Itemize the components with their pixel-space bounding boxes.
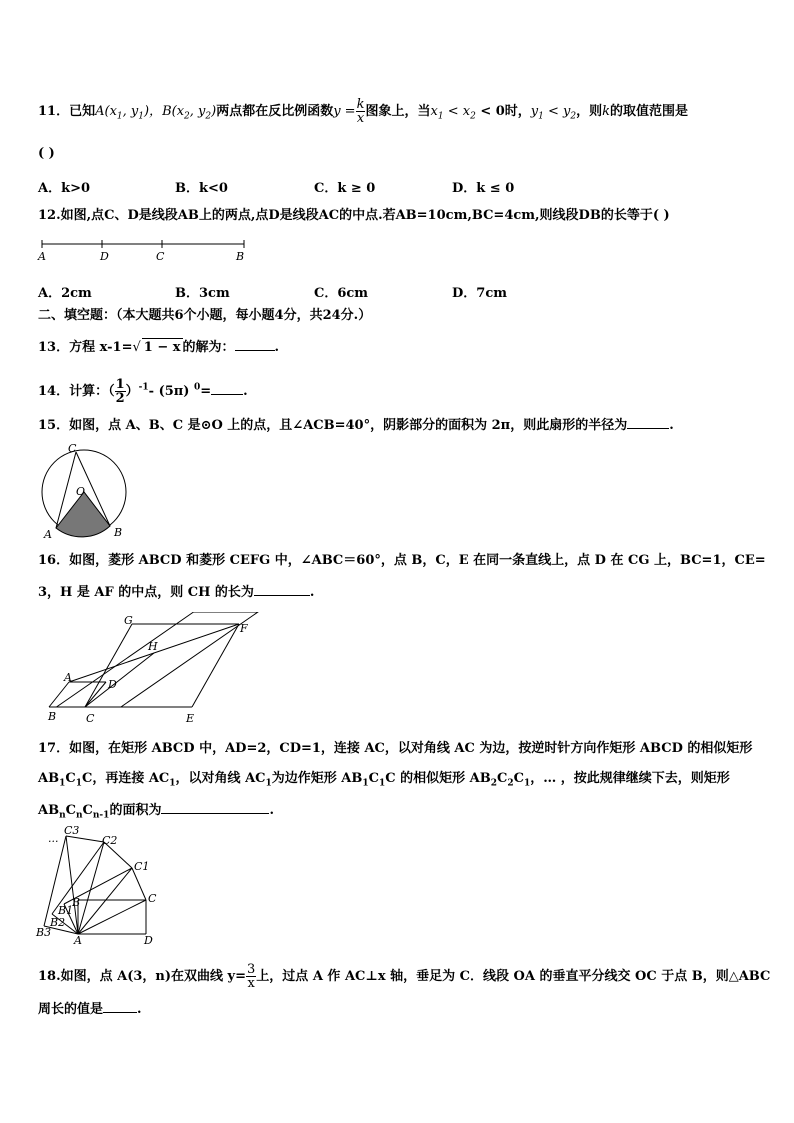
q17-line-2: $AB_1C_1C$，再连接 $AC_1$，以对角线 $AC_1$为边作矩形 $AB_1C_1C$ 的相似矩形 $AB_2C_2C_1$，… ，按此规律继续下去，则矩形 [38,771,730,789]
q17-l2e: 为边作矩形 AB [271,771,363,786]
q17-label-b1: B1 [58,904,74,917]
q17-line-1: 17．如图，在矩形 ABCD 中，AD=2，CD=1，连接 AC，以对角线 AC 为边，按逆时针方向作矩形 ABCD 的相似矩形 [38,741,753,756]
q17-label-c3: C3 [64,824,80,837]
q17-end: . [269,803,274,818]
q18-line-2-text: 周长的值是 [38,1002,104,1017]
q16-end: . [309,585,315,600]
q18-fraction-num: 3 [247,962,256,977]
q14-eq: = [200,384,212,399]
q11-point-a-y: , y [122,104,139,119]
q11-fraction [356,98,366,125]
q14-line [38,378,248,405]
q17-label-c: C [148,892,157,905]
q13-end: . [274,340,280,355]
q16-label-g: G [124,614,133,627]
q11-point-b-end: ) [211,104,217,119]
q16-label-a: A [64,671,72,684]
q11-cond-x: x [430,104,438,119]
q11-fraction-num: k [356,97,365,112]
q11-paren: ( ) [38,146,55,161]
q18-fraction-den: x [247,976,255,991]
q15-end: . [669,418,674,433]
q18-line-2 [38,1000,142,1019]
q17-l2g: C 的相似矩形 AB [385,771,491,786]
q16-label-c: C [86,712,95,725]
q11-option-a: A．k>0 [38,181,91,196]
q12-label-b: B [236,250,245,263]
q11-line: 11．已知$A(x_1$, $y_1$)，$B(x_2$, $y_2$)两点都在反比例函数y = $\frac{k}{x}$ 图象上，当$x_1 < x_2 < 0$时，$y_1 < y_2$，则k的取值范围是 [38,97,689,126]
q17-label-c2: C2 [102,834,118,847]
q17-label-b2: B2 [50,916,66,929]
q17-l3b: C [65,803,76,818]
q14-fraction [115,378,126,405]
q11-cond-text: < 0时， [475,104,531,119]
q11-point-a-end: )， [143,104,163,119]
q16-line-2 [38,583,314,602]
q14-pre: 14．计算：（ [38,384,115,399]
q16-label-e: E [186,712,195,725]
q15-label-c: C [68,442,77,455]
q18-end: . [137,1002,142,1017]
q11-point-b: B(x [162,104,185,119]
q11-function-y: y = [333,104,356,119]
q17-l2c: C，再连接 AC [81,771,170,786]
q16-line-2-text: 3，H 是 AF 的中点，则 CH 的长为 [38,585,254,600]
q17-l2f: C [368,771,380,786]
q17-label-c1: C1 [134,860,150,873]
q17-label-ellipsis: ... [48,832,59,845]
q11-text-3: 图象上，当 [365,104,431,119]
q12-label-c: C [156,250,165,263]
q11-option-d: D．k ≤ 0 [452,181,515,196]
q16-rhombus-figure [44,612,264,726]
q11-text-4: ，则 [576,104,603,119]
q11-k-var: k [602,104,611,119]
q14-exp2: 0 [193,382,201,393]
section-2-heading: 二、填空题：（本大题共6个小题，每小题4分，共24分.） [38,308,372,323]
q17-l2i: C [513,771,525,786]
q12-segment-figure [34,236,254,266]
q17-blank [161,801,269,814]
q16-line-1: 16．如图，菱形 ABCD 和菱形 CEFG 中，∠ABC＝60°，点 B，C，E 在同一条直线上，点 D 在 CG 上，BC=1，CE= [38,553,766,568]
q14-mid: - (5π) [148,384,194,399]
q17-l3c: C [82,803,93,818]
q16-blank [254,583,310,596]
q12-option-b: B．3cm [175,286,230,301]
q12-text: 12.如图,点C、D是线段AB上的两点,点D是线段AC的中点.若AB=10cm,BC=4cm,则线段DB的长等于( ) [38,208,670,223]
q18-pre: 18.如图，点 A(3，n)在双曲线 y= [38,969,247,984]
q17-l2j: ，… ，按此规律继续下去，则矩形 [530,771,730,786]
q12-option-d: D．7cm [452,286,507,301]
q14-exp1: -1 [138,382,149,393]
q11-point-b-y: , y [189,104,206,119]
q18-post: 上，过点 A 作 AC⊥x 轴，垂足为 C．线段 OA 的垂直平分线交 OC 于点 B，则△ABC [256,969,771,984]
q17-line-3: $AB_nC_nC_{n-1}$的面积为 . [38,803,274,821]
q14-post: ） [125,384,139,399]
q15-label-a: A [44,528,52,541]
q17-label-a: A [74,934,82,947]
q15-text: 15．如图，点 A、B、C 是⊙O 上的点，且∠ACB=40°，阴影部分的面积为 2π，则此扇形的半径为 [38,418,628,433]
q17-l3d: 的面积为 [109,803,162,818]
q11-cond-x2: < x [443,104,471,119]
q12-label-d: D [100,250,109,263]
q15-blank [627,416,669,429]
q17-l2d: ，以对角线 AC [175,771,266,786]
q17-rectangles-figure [34,822,164,948]
q12-label-a: A [38,250,46,263]
q17-l2b: C [65,771,76,786]
q14-fraction-num: 1 [115,377,125,392]
q11-text-2: 两点都在反比例函数 [216,104,334,119]
q14-fraction-den: 2 [115,391,125,406]
q14-end: . [243,384,248,399]
q16-label-f: F [240,622,248,635]
q17-l2h: C [497,771,508,786]
q16-label-h: H [148,640,158,653]
q11-number: 11． [38,104,70,119]
q13-pre: 13．方程 x-1= [38,340,133,355]
q15-circle-figure [36,438,136,544]
q18-fraction [246,963,256,990]
q15-label-o: O [76,485,86,498]
q14-blank [211,382,243,395]
q17-l3a: AB [38,803,60,818]
q11-text-5: 的取值范围是 [610,104,689,119]
q13-radicand: 1 − x [143,340,181,355]
q11-text-1: 已知 [69,104,96,119]
q12-option-a: A．2cm [38,286,92,301]
q11-cond-y: y [530,104,539,119]
q18-blank [103,1000,137,1013]
q11-cond-y2: < y [543,104,571,119]
q15-line [38,416,674,435]
q17-label-b: B [72,896,81,909]
q16-label-d: D [108,678,117,691]
q17-label-d: D [144,934,153,947]
q13-post: 的解为： [182,340,235,355]
q17-l2a: AB [38,771,60,786]
q11-option-b: B．k<0 [175,181,228,196]
q13-blank [235,338,275,351]
q11-point-a: A(x [95,104,117,119]
q18-line-1 [38,963,770,990]
q13-line: 13．方程 x-1=√ 1 − x 的解为： . [38,340,280,355]
q16-label-b: B [48,710,57,723]
q11-option-c: C．k ≥ 0 [314,181,376,196]
q17-label-b3: B3 [36,926,52,939]
q11-fraction-den: x [356,111,365,126]
q12-option-c: C．6cm [314,286,369,301]
q15-label-b: B [114,526,123,539]
